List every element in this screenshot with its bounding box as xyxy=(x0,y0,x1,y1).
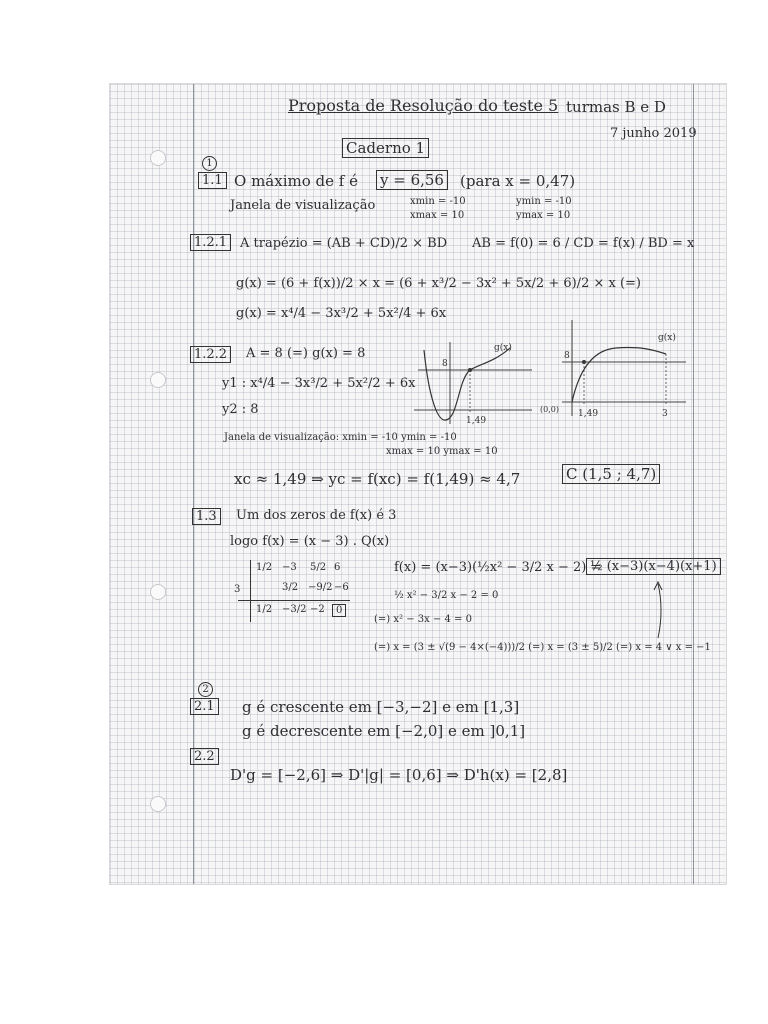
binder-hole xyxy=(150,150,166,166)
g-curve xyxy=(572,347,666,402)
g-curve xyxy=(424,348,510,420)
intersection-result: xc ≈ 1,49 ⇒ yc = f(xc) = f(1,49) ≈ 4,7 xyxy=(234,470,521,488)
max-note: (para x = 0,47) xyxy=(460,172,576,190)
g-definition-line1: g(x) = (6 + f(x))/2 × x = (6 + x³/2 − 3x² + 5x/2 + 6)/2 × x (=) xyxy=(236,276,641,291)
y2-definition: y2 : 8 xyxy=(222,402,259,417)
curve-label: g(x) xyxy=(658,333,676,343)
calculator-graph-sketch xyxy=(414,340,534,424)
date-label: 7 junho 2019 xyxy=(610,126,697,141)
quadratic-solution: (=) x = (3 ± √(9 − 4×(−4)))/2 (=) x = (3 ± 5)/2 (=) x = 4 ∨ x = −1 xyxy=(374,642,711,653)
quadratic-step: ½ x² − 3/2 x − 2 = 0 xyxy=(394,590,499,601)
y1-definition: y1 : x⁴/4 − 3x³/2 + 5x²/2 + 6x xyxy=(222,376,416,391)
ruffini-cell: −3/2 xyxy=(282,604,307,615)
ruffini-cell: 1/2 xyxy=(256,562,273,573)
factor-statement: logo f(x) = (x − 3) . Q(x) xyxy=(230,534,390,549)
quadratic-step: (=) x² − 3x − 4 = 0 xyxy=(374,614,472,625)
item-label: 1.2.2 xyxy=(190,346,231,363)
x-label: 3 xyxy=(662,409,668,419)
item-label: 1.1 xyxy=(198,172,227,189)
increasing-intervals: g é crescente em [−3,−2] e em [1,3] xyxy=(242,698,520,716)
window-settings-2: xmax = 10 ymax = 10 xyxy=(386,446,498,457)
window-ymax: ymax = 10 xyxy=(516,210,571,221)
area-formula: A trapézio = (AB + CD)/2 × BD xyxy=(240,236,448,251)
question-number: 1 xyxy=(202,156,217,171)
factorization-result: ½ (x−3)(x−4)(x+1) xyxy=(586,558,721,575)
page-title: Proposta de Resolução do teste 5 xyxy=(288,96,559,115)
binder-hole xyxy=(150,372,166,388)
binder-hole xyxy=(150,584,166,600)
area-equation: A = 8 (=) g(x) = 8 xyxy=(246,346,366,361)
window-label: Janela de visualização xyxy=(230,198,376,213)
question-number: 2 xyxy=(198,682,213,697)
window-xmin: xmin = -10 xyxy=(410,196,466,207)
binder-hole xyxy=(150,796,166,812)
ruffini-table xyxy=(234,560,364,626)
window-settings: Janela de visualização: xmin = -10 ymin = -10 xyxy=(224,432,457,443)
ruffini-cell: −2 xyxy=(310,604,325,615)
ruffini-remainder: 0 xyxy=(332,604,346,617)
ruffini-cell: 6 xyxy=(334,562,341,573)
point-c: C (1,5 ; 4,7) xyxy=(562,464,660,484)
curve-label: g(x) xyxy=(494,343,512,353)
g-definition-line2: g(x) = x⁴/4 − 3x³/2 + 5x²/4 + 6x xyxy=(236,306,447,321)
factorization-line: f(x) = (x−3)(½x² − 3/2 x − 2) = xyxy=(394,560,602,575)
item-label: 1.3 xyxy=(192,508,221,525)
window-xmax: xmax = 10 xyxy=(410,210,465,221)
notebook-sheet xyxy=(110,84,726,884)
zero-statement: Um dos zeros de f(x) é 3 xyxy=(236,508,397,523)
ruffini-cell: 3/2 xyxy=(282,582,299,593)
ruffini-root: 3 xyxy=(234,584,241,595)
arrow-to-result xyxy=(650,580,670,640)
ruffini-cell: −6 xyxy=(334,582,349,593)
ruffini-cell: 5/2 xyxy=(310,562,327,573)
origin-label: (0,0) xyxy=(540,405,559,414)
right-margin-line xyxy=(693,84,694,884)
range-statement: D'g = [−2,6] ⇒ D'|g| = [0,6] ⇒ D'h(x) = [2,8] xyxy=(230,766,568,784)
ruffini-cell: −9/2 xyxy=(308,582,333,593)
segment-facts: AB = f(0) = 6 / CD = f(x) / BD = x xyxy=(472,236,695,251)
g-graph-sketch xyxy=(540,320,690,424)
ruffini-cell: −3 xyxy=(282,562,297,573)
item-label: 1.2.1 xyxy=(190,234,231,251)
x-label: 1,49 xyxy=(466,416,487,426)
level-label: 8 xyxy=(564,351,570,361)
level-label: 8 xyxy=(442,359,448,369)
item-1-1-text: O máximo de f é xyxy=(234,172,358,190)
window-ymin: ymin = -10 xyxy=(516,196,572,207)
max-value: y = 6,56 xyxy=(376,170,448,190)
decreasing-intervals: g é decrescente em [−2,0] e em ]0,1] xyxy=(242,722,526,740)
item-label: 2.1 xyxy=(190,698,219,715)
class-label: turmas B e D xyxy=(566,98,666,116)
x-label: 1,49 xyxy=(578,409,599,419)
ruffini-cell: 1/2 xyxy=(256,604,273,615)
notebook-label: Caderno 1 xyxy=(342,138,429,158)
item-label: 2.2 xyxy=(190,748,219,765)
